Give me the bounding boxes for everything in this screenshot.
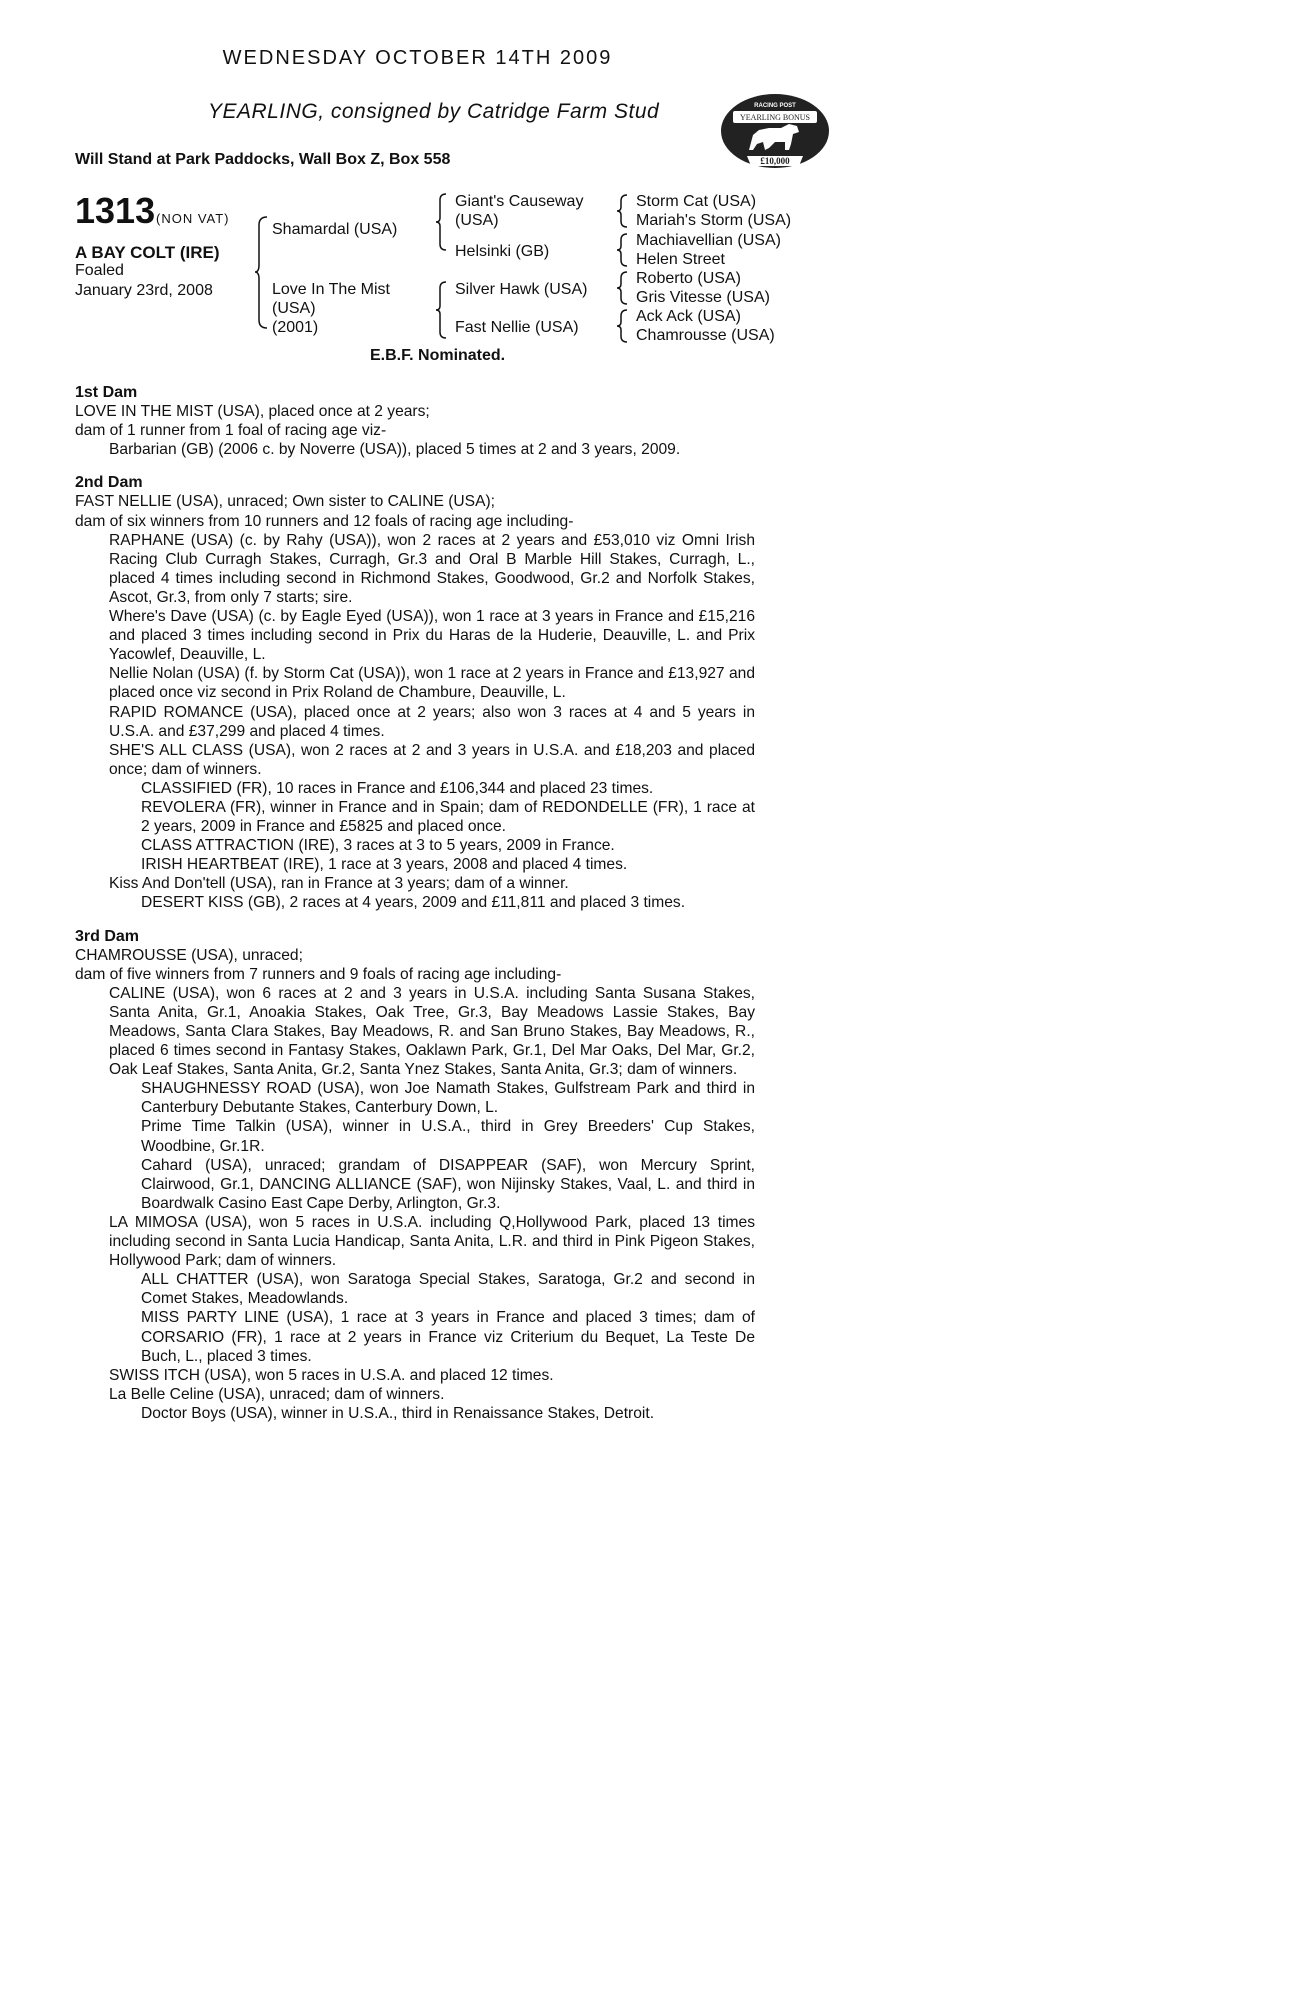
badge-middle-text: YEARLING BONUS (740, 113, 810, 122)
pedigree-brace-main (255, 215, 269, 330)
first-dam-line: dam of 1 runner from 1 foal of racing age viz- (75, 422, 387, 440)
sale-date: WEDNESDAY OCTOBER 14TH 2009 (222, 47, 613, 69)
consignment-line: YEARLING, consigned by Catridge Farm Stud (208, 100, 660, 123)
second-dam-entry: Nellie Nolan (USA) (f. by Storm Cat (USA)), won 1 race at 2 years in France and £13,927 and placed once viz second in Prix Roland de Chambure, Deauville, L. (109, 665, 755, 702)
catalogue-body (75, 383, 755, 1423)
second-dam-intro: FAST NELLIE (USA), unraced; Own sister to CALINE (USA); (75, 493, 496, 511)
ebf-nominated: E.B.F. Nominated. (370, 347, 506, 364)
badge-logo-icon (719, 90, 831, 172)
pedigree-brace-dd (617, 308, 629, 344)
pedigree-sire-sire-line2: (USA) (455, 212, 499, 229)
pedigree-sire-sire-line1: Giant's Causeway (455, 193, 584, 210)
second-dam-entry: CLASSIFIED (FR), 10 races in France and £106,344 and placed 23 times. (141, 779, 654, 797)
second-dam-entry: REVOLERA (FR), winner in France and in Spain; dam of REDONDELLE (FR), 1 race at 2 years, 2009 in France and £5825 and placed once. (141, 798, 755, 836)
pedigree-sds: Machiavellian (USA) (636, 232, 781, 249)
pedigree-brace-dam (436, 280, 448, 340)
badge-amount-text: £10,000 (760, 156, 790, 166)
pedigree-sire: Shamardal (USA) (272, 221, 398, 238)
pedigree-sire-dam: Helsinki (GB) (455, 243, 550, 260)
third-dam-entry: CALINE (USA), won 6 races at 2 and 3 years in U.S.A. including Santa Susana Stakes, Santa Anita, Gr.1, Anoakia Stakes, Oak Tree, Gr.3, Bay Meadows Lassie Stakes, Bay Meadows, Santa Clara Stakes, Bay Meadows, R. and San Bruno Stakes, Bay Meadows, R., placed 6 times second in Fantasy Stakes, Oaklawn Park, Gr.1, Del Mar Oaks, Del Mar, Gr.2, Oak Leaf Stakes, Santa Anita, Gr.2, Santa Ynez Stakes, Santa Anita, Gr.3; dam of winners. (109, 984, 755, 1079)
pedigree-dds: Ack Ack (USA) (636, 308, 741, 325)
second-dam-entry: RAPHANE (USA) (c. by Rahy (USA)), won 2 races at 2 years and £53,010 viz Omni Irish Racing Club Curragh Stakes, Curragh, Gr.3 and Oral B Marble Hill Stakes, Curragh, L., placed 4 times including second in Richmond Stakes, Goodwood, Gr.2 and Norfolk Stakes, Ascot, Gr.3, from only 7 starts; sire. (109, 531, 755, 606)
pedigree-dam-sire: Silver Hawk (USA) (455, 281, 588, 298)
third-dam-entry: SWISS ITCH (USA), won 5 races in U.S.A. and placed 12 times. (109, 1366, 554, 1384)
third-dam-entry: LA MIMOSA (USA), won 5 races in U.S.A. including Q,Hollywood Park, placed 13 times including second in Santa Lucia Handicap, Santa Anita, L.R. and third in Pink Pigeon Stakes, Hollywood Park; dam of winners. (109, 1213, 755, 1270)
pedigree-ssd: Mariah's Storm (USA) (636, 212, 792, 229)
third-dam-heading: 3rd Dam (75, 927, 140, 945)
third-dam-entry: ALL CHATTER (USA), won Saratoga Special Stakes, Saratoga, Gr.2 and second in Comet Stakes, Meadowlands. (141, 1271, 755, 1308)
vat-status: (NON VAT) (156, 211, 230, 226)
pedigree-dam-line1: Love In The Mist (272, 281, 390, 298)
yearling-bonus-badge (719, 90, 831, 172)
third-dam-entry: MISS PARTY LINE (USA), 1 race at 3 years in France and placed 3 times; dam of CORSARIO (FR), 1 race at 2 years in France viz Criterium du Bequet, La Teste De Buch, L., placed 3 times. (141, 1309, 755, 1365)
pedigree-dam-line2: (USA) (272, 300, 316, 317)
lot-description: A BAY COLT (IRE) (75, 243, 220, 262)
lot-number: 1313 (75, 190, 156, 231)
third-dam-entry: Prime Time Talkin (USA), winner in U.S.A., third in Grey Breeders' Cup Stakes, Woodbine, Gr.1R. (141, 1118, 755, 1155)
third-dam-entry: Doctor Boys (USA), winner in U.S.A., third in Renaissance Stakes, Detroit. (141, 1404, 655, 1422)
second-dam-entry: DESERT KISS (GB), 2 races at 4 years, 2009 and £11,811 and placed 3 times. (141, 894, 686, 912)
first-dam-heading: 1st Dam (75, 384, 138, 401)
third-dam-intro: dam of five winners from 7 runners and 9 foals of racing age including- (75, 965, 562, 983)
pedigree-brace-sire (436, 192, 448, 252)
second-dam-heading: 2nd Dam (75, 474, 143, 492)
pedigree-brace-ds (617, 270, 629, 306)
third-dam-entry: La Belle Celine (USA), unraced; dam of winners. (109, 1385, 445, 1403)
pedigree-ddd: Chamrousse (USA) (636, 327, 775, 344)
pedigree-dss: Roberto (USA) (636, 270, 741, 287)
foaled-date: January 23rd, 2008 (75, 282, 213, 299)
badge-top-text: RACING POST (754, 103, 796, 109)
second-dam-entry: CLASS ATTRACTION (IRE), 3 races at 3 to 5 years, 2009 in France. (141, 837, 615, 855)
second-dam-intro: dam of six winners from 10 runners and 12 foals of racing age including- (75, 512, 574, 530)
pedigree-brace-ss (617, 193, 629, 229)
third-dam-entry: SHAUGHNESSY ROAD (USA), won Joe Namath Stakes, Gulfstream Park and third in Canterbury Debutante Stakes, Canterbury Down, L. (141, 1080, 755, 1117)
foaled-label: Foaled (75, 262, 124, 279)
second-dam-entry: Where's Dave (USA) (c. by Eagle Eyed (USA)), won 1 race at 3 years in France and £15,216 and placed 3 times including second in Prix du Haras de la Huderie, Deauville, L. and Prix Yacowlef, Deauville, L. (109, 608, 755, 664)
pedigree-dsd: Gris Vitesse (USA) (636, 289, 770, 306)
pedigree-sdd: Helen Street (636, 251, 725, 268)
first-dam-line: LOVE IN THE MIST (USA), placed once at 2 years; (75, 403, 430, 421)
pedigree-dam-dam: Fast Nellie (USA) (455, 319, 579, 336)
first-dam-produce: Barbarian (GB) (2006 c. by Noverre (USA)), placed 5 times at 2 and 3 years, 2009. (109, 441, 681, 459)
pedigree-sss: Storm Cat (USA) (636, 193, 757, 210)
second-dam-entry: RAPID ROMANCE (USA), placed once at 2 years; also won 3 races at 4 and 5 years in U.S.A. and £37,299 and placed 4 times. (109, 703, 755, 740)
third-dam-entry: Cahard (USA), unraced; grandam of DISAPPEAR (SAF), won Mercury Sprint, Clairwood, Gr.1, DANCING ALLIANCE (SAF), won Nijinsky Stakes, Vaal, L. and third in Boardwalk Casino East Cape Derby, Arlington, Gr.3. (141, 1156, 755, 1212)
pedigree-dam-line3: (2001) (272, 319, 319, 336)
second-dam-entry: Kiss And Don'tell (USA), ran in France at 3 years; dam of a winner. (109, 875, 569, 893)
second-dam-entry: IRISH HEARTBEAT (IRE), 1 race at 3 years, 2008 and placed 4 times. (141, 856, 628, 874)
stand-location: Will Stand at Park Paddocks, Wall Box Z, Box 558 (75, 151, 451, 168)
third-dam-intro: CHAMROUSSE (USA), unraced; (75, 946, 303, 964)
pedigree-brace-sd (617, 232, 629, 268)
second-dam-entry: SHE'S ALL CLASS (USA), won 2 races at 2 and 3 years in U.S.A. and £18,203 and placed once; dam of winners. (109, 741, 755, 778)
